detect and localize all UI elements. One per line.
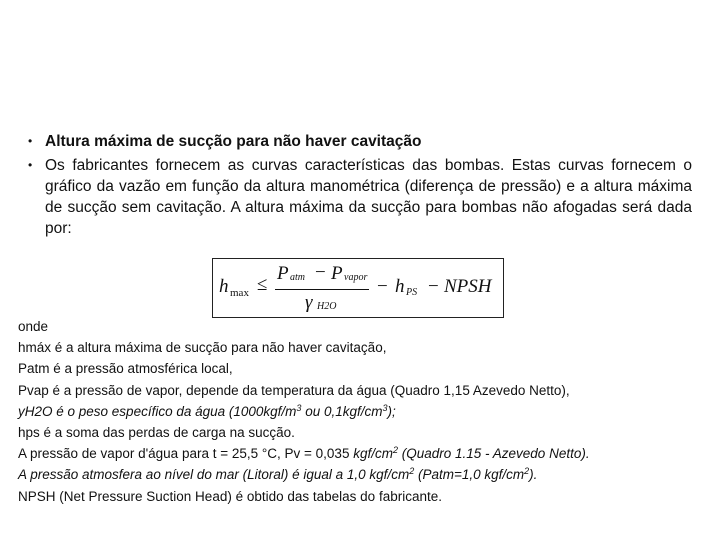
text-hps: hps é a soma das perdas de carga na sucção.	[18, 425, 295, 441]
formula-h: h	[219, 276, 229, 297]
bullet-item	[28, 155, 692, 239]
text-hmax: hmáx é a altura máxima de sucção para não haver cavitação,	[18, 340, 387, 356]
text-patm: Patm é a pressão atmosférica local,	[18, 361, 233, 377]
bullet-dot-icon: •	[28, 134, 33, 148]
formula-minus-2: −	[377, 276, 388, 297]
formula-patm: P	[277, 263, 289, 284]
formula-max-sub: max	[230, 287, 249, 299]
text-npsh: NPSH (Net Pressure Suction Head) é obtido das tabelas do fabricante.	[18, 488, 442, 504]
formula-patm-sub: atm	[290, 272, 305, 283]
bullet-heading: Altura máxima de sucção para não haver cavitação	[45, 133, 422, 150]
definitions-block	[18, 316, 708, 507]
formula-minus-3: −	[428, 276, 439, 297]
fraction-bar	[275, 289, 369, 290]
bullet-item	[28, 131, 692, 152]
formula-box	[212, 258, 504, 318]
formula-gamma: γ	[305, 292, 313, 313]
text-pv: A pressão de vapor d'água para t = 25,5 °C, Pv = 0,035 kgf/$cm^2$ (Quadro 1.15 - Azevedo Netto).	[18, 445, 590, 462]
text-pvap: Pvap é a pressão de vapor, depende da temperatura da água (Quadro 1,15 Azevedo Netto),	[18, 382, 570, 398]
text-onde: onde	[18, 319, 49, 334]
text-yh2o: yH2O é o peso específico da água ($1000kgf/m^3$ ou $0,1kgf/cm^3$);	[18, 402, 396, 419]
formula-minus-inner: −	[315, 262, 326, 283]
formula-leq: ≤	[257, 274, 268, 295]
formula-npsh: NPSH	[444, 276, 492, 297]
formula-hps-sub: PS	[406, 287, 418, 298]
text-atm: A pressão atmosfera ao nível do mar (Litoral) é igual a 1,0 kgf/$cm^2$ (Patm=1,0 kgf/$cm^2$).	[18, 466, 538, 483]
bullet-list	[28, 131, 692, 239]
formula-gamma-sub: H2O	[317, 301, 337, 312]
formula-hps: h	[395, 276, 405, 297]
bullet-dot-icon: •	[28, 158, 33, 172]
formula-pvapor-sub: vapor	[344, 272, 368, 283]
formula-pvapor: P	[331, 263, 343, 284]
bullet-paragraph: Os fabricantes fornecem as curvas características das bombas. Estas curvas fornecem o gráfico da vazão em função da altura manométrica (diferença de pressão) e a altura máxima de sucção sem cavitação. A altura máxima da sucção para bombas não afogadas será dada por:	[45, 157, 692, 237]
